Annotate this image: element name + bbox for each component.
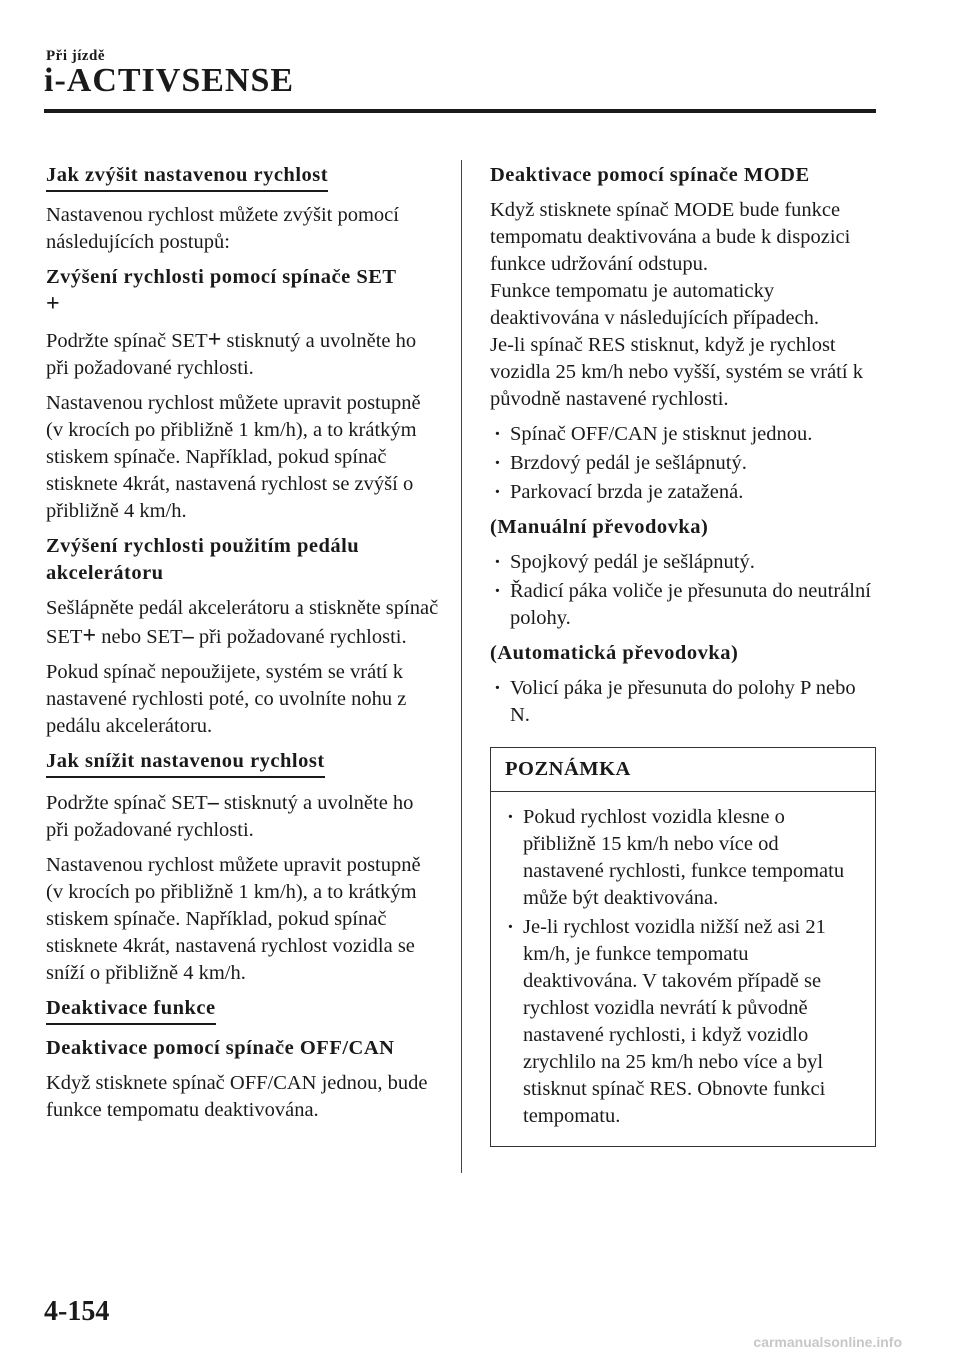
heading-set-plus xyxy=(46,264,441,319)
paragraph-set-plus-1 xyxy=(46,327,441,382)
paragraph-decrease-1 xyxy=(46,788,441,844)
list-item: · Pokud rychlost vozidla klesne o přibližně 15 km/h nebo více od nastavené rychlosti, funkce tempomatu může být deaktivována. xyxy=(503,804,861,912)
heading-offcan: Deaktivace pomocí spínače OFF/CAN xyxy=(46,1037,395,1059)
left-column xyxy=(46,162,441,1132)
heading-automatic: (Automatická převodovka) xyxy=(490,642,739,664)
minus-icon xyxy=(183,622,194,651)
paragraph-increase-intro: Nastavenou rychlost můžete zvýšit pomocí následujících postupů: xyxy=(46,204,399,253)
plus-icon xyxy=(82,623,96,651)
list-item: · Spojkový pedál je sešlápnutý. xyxy=(490,549,876,576)
text: stisknutý a uvolněte ho při požadované rychlosti. xyxy=(46,330,417,379)
paragraph-mode-3: Je-li spínač RES stisknut, když je rychlost vozidla 25 km/h nebo vyšší, systém se vrátí k původně nastavené rychlosti. xyxy=(490,334,863,410)
note-list xyxy=(503,804,861,1130)
paragraph-decrease-2: Nastavenou rychlost můžete upravit postupně (v krocích po přibližně 1 km/h), a to krátkým stiskem spínače. Například, pokud spínač stisknete 4krát, nastavená rychlost vozidla se sníží o přibližně 4 km/h. xyxy=(46,854,421,984)
section-label: Při jízdě xyxy=(46,48,106,64)
plus-icon xyxy=(208,327,222,355)
list-automatic xyxy=(490,675,876,729)
list-item: · Parkovací brzda je zatažená. xyxy=(490,479,876,506)
heading-pedal: Zvýšení rychlosti použitím pedálu akcelerátoru xyxy=(46,535,360,584)
note-box xyxy=(490,747,876,1147)
note-body xyxy=(491,792,875,1146)
heading-deactivation: Deaktivace funkce xyxy=(46,995,216,1025)
heading-manual: (Manuální převodovka) xyxy=(490,516,709,538)
text: Podržte spínač SET xyxy=(46,792,208,814)
list-item: · Řadicí páka voliče je přesunuta do neutrální polohy. xyxy=(490,578,876,632)
paragraph-offcan: Když stisknete spínač OFF/CAN jednou, bude funkce tempomatu deaktivována. xyxy=(46,1072,428,1121)
page-number: 4-154 xyxy=(44,1296,110,1327)
plus-icon xyxy=(46,291,60,319)
minus-icon xyxy=(208,788,219,817)
paragraph-mode-2: Funkce tempomatu je automaticky deaktivována v následujících případech. xyxy=(490,280,820,329)
text: při požadované rychlosti. xyxy=(193,626,407,648)
heading-increase-speed: Jak zvýšit nastavenou rychlost xyxy=(46,162,328,192)
paragraph-pedal-1 xyxy=(46,595,441,651)
list-item: · Spínač OFF/CAN je stisknut jednou. xyxy=(490,421,876,448)
text: Podržte spínač SET xyxy=(46,330,208,352)
list-item: · Volicí páka je přesunuta do polohy P nebo N. xyxy=(490,675,876,729)
right-column xyxy=(490,162,876,1147)
paragraph-mode-1: Když stisknete spínač MODE bude funkce tempomatu deaktivována a bude k dispozici funkce udržování odstupu. xyxy=(490,199,851,275)
list-manual xyxy=(490,549,876,632)
text: Sešlápněte pedál akcelerátoru a stiskněte spínač SET xyxy=(46,597,439,648)
column-divider xyxy=(461,160,462,1173)
note-title: POZNÁMKA xyxy=(505,758,631,780)
list-item: · Brzdový pedál je sešlápnutý. xyxy=(490,450,876,477)
paragraph-set-plus-2: Nastavenou rychlost můžete upravit postupně (v krocích po přibližně 1 km/h), a to krátkým stiskem spínače. Například, pokud spínač stisknete 4krát, nastavená rychlost se zvýší o přibližně 4 km/h. xyxy=(46,392,421,522)
header-rule xyxy=(44,109,876,113)
heading-decrease-speed: Jak snížit nastavenou rychlost xyxy=(46,748,325,778)
list-general xyxy=(490,421,876,506)
paragraph-pedal-2: Pokud spínač nepoužijete, systém se vrátí k nastavené rychlosti poté, co uvolníte nohu z pedálu akcelerátoru. xyxy=(46,661,407,737)
text: stisknutý a uvolněte ho při požadované rychlosti. xyxy=(46,792,414,841)
heading-mode: Deaktivace pomocí spínače MODE xyxy=(490,164,810,186)
watermark: carmanualsonline.info xyxy=(753,1334,902,1350)
chapter-title: i-ACTIVSENSE xyxy=(44,62,295,99)
heading-set-plus-text: Zvýšení rychlosti pomocí spínače SET xyxy=(46,266,397,288)
text: nebo SET xyxy=(96,626,183,648)
list-item: · Je-li rychlost vozidla nižší než asi 21 km/h, je funkce tempomatu deaktivována. V takovém případě se rychlost vozidla nevrátí k původně nastavené rychlosti, i když vozidlo zrychlilo na 25 km/h nebo více a byl stisknut spínač RES. Obnovte funkci tempomatu. xyxy=(503,914,861,1130)
